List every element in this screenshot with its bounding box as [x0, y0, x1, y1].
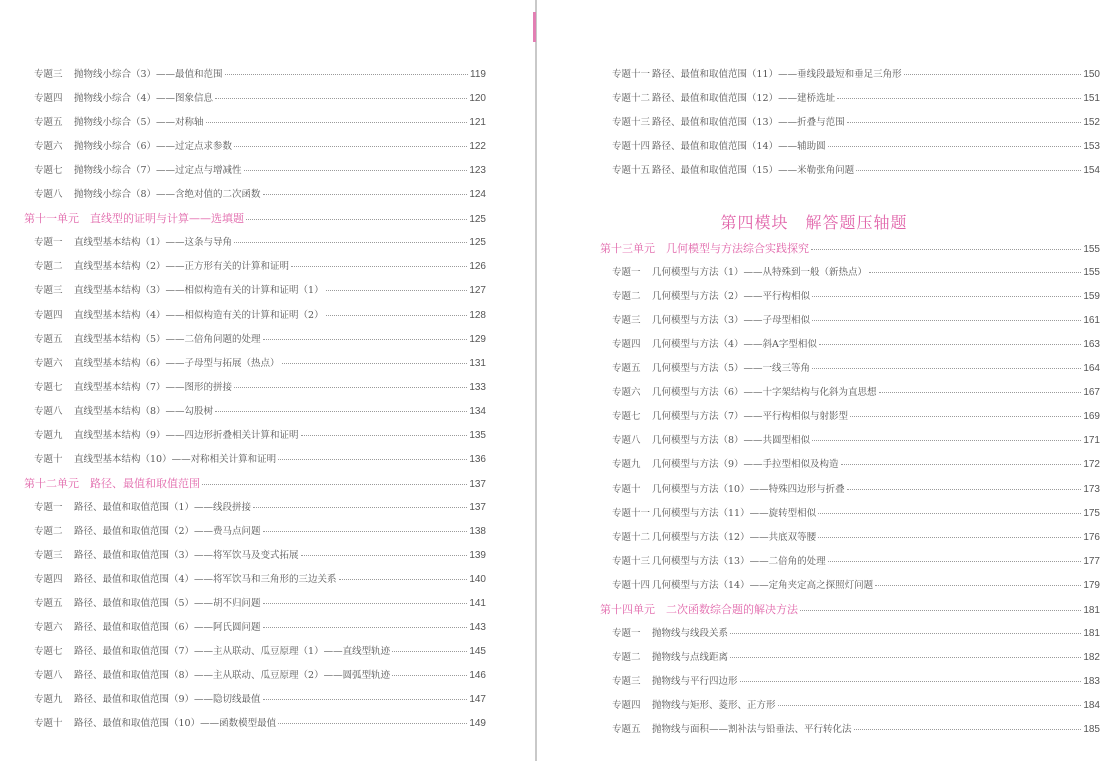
page-number: 149 — [469, 718, 486, 730]
topic-title: 路径、最值和取值范围（1）——线段拼接 — [74, 501, 252, 513]
right-page — [537, 0, 1100, 761]
toc-entry[interactable] — [612, 90, 1100, 104]
topic-code: 专题十 — [34, 453, 63, 465]
topic-code: 专题三 — [34, 69, 63, 80]
page-number: 179 — [1083, 579, 1100, 591]
dot-leader — [841, 464, 1082, 465]
dot-leader — [246, 219, 467, 220]
toc-entry[interactable] — [612, 697, 1100, 711]
page-number: 159 — [1083, 291, 1100, 303]
page-number: 169 — [1083, 411, 1100, 423]
dot-leader — [202, 484, 467, 485]
topic-code: 专题十四 — [612, 579, 651, 591]
dot-leader — [206, 122, 468, 123]
toc-entry[interactable] — [34, 90, 486, 104]
page-number: 137 — [469, 478, 486, 490]
topic-code: 专题八 — [612, 435, 641, 447]
page-number: 122 — [469, 141, 486, 153]
topic-title: 抛物线与线段关系 — [652, 627, 729, 639]
toc-entry[interactable] — [612, 721, 1100, 735]
dot-leader — [812, 320, 1081, 321]
toc-entry[interactable] — [612, 360, 1100, 374]
spine-marker — [533, 12, 536, 42]
page-number: 133 — [469, 381, 486, 393]
toc-entry[interactable] — [34, 547, 486, 561]
toc-unit-heading[interactable] — [600, 240, 1100, 256]
page-number: 138 — [469, 525, 486, 537]
toc-entry[interactable] — [612, 577, 1100, 591]
topic-code: 专题五 — [612, 724, 641, 735]
toc-entry[interactable] — [612, 288, 1100, 302]
dot-leader — [812, 296, 1081, 297]
page-number: 150 — [1083, 69, 1100, 80]
toc-entry[interactable] — [612, 312, 1100, 326]
left-page — [0, 0, 535, 761]
toc-entry[interactable] — [612, 432, 1100, 446]
topic-code: 专题七 — [34, 646, 63, 658]
toc-entry[interactable] — [612, 625, 1100, 639]
toc-unit-heading[interactable] — [600, 601, 1100, 617]
page-number: 125 — [469, 214, 486, 226]
page-number: 147 — [469, 694, 486, 706]
page-number: 163 — [1083, 339, 1100, 351]
toc-entry[interactable] — [612, 264, 1100, 278]
dot-leader — [291, 266, 467, 267]
topic-code: 专题三 — [34, 550, 63, 561]
toc-entry[interactable] — [34, 691, 486, 705]
topic-title: 路径、最值和取值范围（4）——将军饮马和三角形的三边关系 — [74, 574, 337, 586]
toc-entry[interactable] — [34, 451, 486, 465]
topic-title: 路径、最值和取值范围（14）——辅助圆 — [652, 141, 826, 153]
unit-title: 第十二单元 路径、最值和取值范围 — [24, 476, 200, 490]
page-number: 176 — [1083, 531, 1100, 543]
topic-title: 抛物线小综合（6）——过定点求参数 — [74, 141, 233, 153]
topic-code: 专题四 — [34, 574, 63, 586]
page-number: 131 — [469, 357, 486, 369]
topic-title: 路径、最值和取值范围（7）——主从联动、瓜豆原理（1）——直线型轨迹 — [74, 646, 391, 658]
dot-leader — [812, 368, 1081, 369]
page-number: 167 — [1083, 387, 1100, 399]
topic-title: 直线型基本结构（9）——四边形折叠相关计算和证明 — [74, 429, 299, 441]
page-number: 123 — [469, 165, 486, 177]
dot-leader — [847, 122, 1082, 123]
topic-title: 直线型基本结构（8）——勾股树 — [74, 405, 214, 417]
topic-code: 专题十一 — [612, 507, 651, 519]
page-number: 171 — [1083, 435, 1100, 447]
topic-code: 专题一 — [34, 501, 63, 513]
dot-leader — [301, 555, 468, 556]
page-number: 153 — [1083, 141, 1100, 153]
topic-title: 路径、最值和取值范围（13）——折叠与范围 — [652, 117, 845, 129]
topic-title: 路径、最值和取值范围（15）——米勒张角问题 — [652, 165, 855, 177]
page-number: 155 — [1083, 244, 1100, 255]
dot-leader — [326, 315, 468, 316]
dot-leader — [339, 579, 468, 580]
toc-entry[interactable] — [34, 427, 486, 441]
page-number: 145 — [469, 646, 486, 658]
dot-leader — [879, 392, 1082, 393]
toc-entry[interactable] — [34, 403, 486, 417]
topic-title: 抛物线与面积——割补法与铅垂法、平行转化法 — [652, 724, 852, 735]
toc-entry[interactable] — [612, 114, 1100, 128]
page-number: 154 — [1083, 165, 1100, 177]
toc-entry[interactable] — [34, 499, 486, 513]
topic-code: 专题六 — [612, 387, 641, 399]
topic-code: 专题四 — [612, 699, 641, 711]
topic-code: 专题九 — [612, 459, 641, 471]
page-number: 182 — [1083, 651, 1100, 663]
toc-entry[interactable] — [34, 186, 486, 200]
toc-entry[interactable] — [34, 667, 486, 681]
dot-leader — [263, 603, 468, 604]
page-number: 124 — [469, 189, 486, 201]
toc-entry[interactable] — [34, 595, 486, 609]
dot-leader — [800, 610, 1081, 611]
dot-leader — [812, 440, 1081, 441]
topic-code: 专题十三 — [612, 117, 651, 129]
page-number: 185 — [1083, 724, 1100, 735]
dot-leader — [301, 435, 468, 436]
topic-code: 专题四 — [612, 339, 641, 351]
dot-leader — [828, 561, 1082, 562]
dot-leader — [215, 98, 467, 99]
dot-leader — [778, 705, 1082, 706]
toc-entry[interactable] — [34, 355, 486, 369]
page-number: 125 — [469, 237, 486, 249]
dot-leader — [263, 339, 468, 340]
dot-leader — [234, 242, 467, 243]
toc-entry[interactable] — [612, 336, 1100, 350]
page-number: 141 — [469, 598, 486, 610]
topic-title: 直线型基本结构（3）——相似构造有关的计算和证明（1） — [74, 285, 324, 297]
page-number: 181 — [1083, 604, 1100, 616]
topic-code: 专题十 — [34, 718, 63, 730]
topic-code: 专题二 — [612, 291, 641, 303]
topic-code: 专题六 — [34, 622, 63, 634]
dot-leader — [828, 146, 1082, 147]
page-number: 152 — [1083, 117, 1100, 129]
topic-code: 专题三 — [612, 315, 641, 327]
dot-leader — [225, 74, 469, 75]
dot-leader — [730, 633, 1081, 634]
dot-leader — [818, 537, 1081, 538]
topic-code: 专题六 — [34, 357, 63, 369]
dot-leader — [215, 411, 467, 412]
topic-code: 专题七 — [612, 411, 641, 423]
topic-code: 专题三 — [612, 675, 641, 687]
dot-leader — [282, 363, 468, 364]
page-number: 127 — [469, 285, 486, 297]
dot-leader — [740, 681, 1082, 682]
topic-title: 路径、最值和取值范围（10）——函数模型最值 — [74, 718, 277, 730]
toc-entry[interactable] — [34, 331, 486, 345]
topic-code: 专题十四 — [612, 141, 651, 153]
dot-leader — [278, 723, 467, 724]
topic-title: 直线型基本结构（2）——正方形有关的计算和证明 — [74, 261, 290, 273]
module-title: 第四模块 解答题压轴题 — [720, 213, 908, 232]
topic-title: 路径、最值和取值范围（5）——胡不归问题 — [74, 598, 261, 610]
dot-leader — [234, 146, 467, 147]
toc-entry[interactable] — [612, 553, 1100, 567]
topic-title: 直线型基本结构（1）——这条与导角 — [74, 237, 233, 249]
topic-code: 专题七 — [34, 165, 63, 177]
dot-leader — [869, 272, 1081, 273]
page-number: 136 — [469, 453, 486, 465]
topic-title: 几何模型与方法（13）——二倍角的处理 — [652, 555, 826, 567]
page-number: 126 — [469, 261, 486, 273]
topic-code: 专题十二 — [612, 531, 651, 543]
topic-title: 抛物线小综合（4）——图象信息 — [74, 93, 214, 105]
topic-code: 专题十一 — [612, 69, 651, 80]
dot-leader — [875, 585, 1081, 586]
page-number: 135 — [469, 429, 486, 441]
topic-title: 直线型基本结构（6）——子母型与拓展（热点） — [74, 357, 280, 369]
dot-leader — [253, 507, 467, 508]
unit-title: 第十三单元 几何模型与方法综合实践探究 — [600, 242, 809, 255]
topic-title: 直线型基本结构（10）——对称相关计算和证明 — [74, 453, 277, 465]
dot-leader — [234, 387, 467, 388]
topic-title: 路径、最值和取值范围（2）——费马点问题 — [74, 525, 261, 537]
page-number: 129 — [469, 333, 486, 345]
toc-entry[interactable] — [612, 408, 1100, 422]
topic-code: 专题九 — [34, 694, 63, 706]
topic-code: 专题九 — [34, 429, 63, 441]
topic-code: 专题五 — [34, 598, 63, 610]
dot-leader — [904, 74, 1082, 75]
toc-entry[interactable] — [612, 138, 1100, 152]
dot-leader — [837, 98, 1081, 99]
topic-code: 专题十五 — [612, 165, 651, 177]
dot-leader — [818, 513, 1081, 514]
toc-entry[interactable] — [34, 571, 486, 585]
dot-leader — [392, 675, 467, 676]
topic-title: 路径、最值和取值范围（11）——垂线段最短和垂足三角形 — [652, 69, 902, 80]
dot-leader — [263, 627, 468, 628]
dot-leader — [856, 170, 1081, 171]
dot-leader — [819, 344, 1081, 345]
toc-unit-heading[interactable] — [24, 475, 486, 491]
toc-entry[interactable] — [612, 649, 1100, 663]
page-number: 146 — [469, 670, 486, 682]
dot-leader — [263, 531, 468, 532]
toc-entry[interactable] — [612, 481, 1100, 495]
topic-code: 专题八 — [34, 189, 63, 201]
topic-code: 专题三 — [34, 285, 63, 297]
topic-title: 路径、最值和取值范围（3）——将军饮马及变式拓展 — [74, 550, 299, 561]
topic-title: 抛物线小综合（3）——最值和范围 — [74, 69, 223, 80]
toc-entry[interactable] — [612, 505, 1100, 519]
page-number: 175 — [1083, 507, 1100, 519]
topic-title: 几何模型与方法（6）——十字架结构与化斜为直思想 — [652, 387, 877, 399]
topic-title: 路径、最值和取值范围（6）——阿氏圆问题 — [74, 622, 261, 634]
topic-title: 几何模型与方法（11）——旋转型相似 — [652, 507, 817, 519]
toc-entry[interactable] — [612, 529, 1100, 543]
toc-entry[interactable] — [34, 643, 486, 657]
topic-title: 几何模型与方法（4）——斜A字型相似 — [652, 339, 817, 351]
topic-code: 专题二 — [34, 261, 63, 273]
toc-entry[interactable] — [34, 715, 486, 729]
toc-entry[interactable] — [612, 673, 1100, 687]
topic-code: 专题一 — [612, 267, 641, 279]
unit-title: 第十四单元 二次函数综合题的解决方法 — [600, 602, 798, 616]
toc-entry[interactable] — [34, 258, 486, 272]
topic-title: 路径、最值和取值范围（12）——建桥选址 — [652, 93, 836, 105]
topic-title: 路径、最值和取值范围（8）——主从联动、瓜豆原理（2）——圆弧型轨迹 — [74, 670, 391, 682]
topic-title: 几何模型与方法（9）——手拉型相似及构造 — [652, 459, 839, 471]
toc-entry[interactable] — [34, 523, 486, 537]
toc-entry[interactable] — [34, 162, 486, 176]
toc-entry[interactable] — [34, 307, 486, 321]
topic-code: 专题一 — [612, 627, 641, 639]
toc-entry[interactable] — [34, 234, 486, 248]
topic-code: 专题十三 — [612, 555, 651, 567]
page-number: 139 — [469, 550, 486, 561]
topic-title: 抛物线与矩形、菱形、正方形 — [652, 699, 776, 711]
topic-code: 专题八 — [34, 670, 63, 682]
toc-entry[interactable] — [612, 456, 1100, 470]
toc-entry[interactable] — [34, 138, 486, 152]
topic-title: 几何模型与方法（14）——定角夹定高之探照灯问题 — [652, 579, 874, 591]
page-number: 137 — [469, 501, 486, 513]
topic-title: 抛物线小综合（8）——含绝对值的二次函数 — [74, 189, 261, 201]
topic-title: 直线型基本结构（4）——相似构造有关的计算和证明（2） — [74, 309, 324, 321]
topic-code: 专题五 — [34, 117, 63, 129]
page-number: 184 — [1083, 699, 1100, 711]
toc-entry[interactable] — [612, 162, 1100, 176]
topic-code: 专题七 — [34, 381, 63, 393]
dot-leader — [730, 657, 1081, 658]
topic-code: 专题二 — [34, 525, 63, 537]
topic-code: 专题四 — [34, 93, 63, 105]
dot-leader — [326, 290, 468, 291]
topic-title: 抛物线小综合（7）——过定点与增减性 — [74, 165, 242, 177]
topic-title: 几何模型与方法（8）——共圆型相似 — [652, 435, 811, 447]
dot-leader — [811, 249, 1081, 250]
page-number: 119 — [470, 69, 486, 80]
page-number: 140 — [469, 574, 486, 586]
toc-entry[interactable] — [612, 66, 1100, 80]
dot-leader — [392, 651, 467, 652]
page-number: 172 — [1083, 459, 1100, 471]
page-number: 151 — [1083, 93, 1100, 105]
topic-code: 专题四 — [34, 309, 63, 321]
toc-entry[interactable] — [34, 379, 486, 393]
dot-leader — [850, 416, 1081, 417]
topic-code: 专题十 — [612, 483, 641, 495]
page-number: 177 — [1083, 555, 1100, 567]
toc-entry[interactable] — [34, 619, 486, 633]
topic-code: 专题六 — [34, 141, 63, 153]
topic-title: 抛物线与平行四边形 — [652, 675, 738, 687]
dot-leader — [278, 459, 467, 460]
topic-code: 专题五 — [34, 333, 63, 345]
dot-leader — [263, 699, 468, 700]
page-number: 181 — [1083, 627, 1100, 639]
topic-title: 直线型基本结构（5）——二倍角问题的处理 — [74, 333, 261, 345]
topic-title: 几何模型与方法（7）——平行构相似与射影型 — [652, 411, 849, 423]
dot-leader — [847, 489, 1082, 490]
topic-title: 直线型基本结构（7）——图形的拼接 — [74, 381, 233, 393]
topic-code: 专题十二 — [612, 93, 651, 105]
toc-unit-heading[interactable] — [24, 210, 486, 226]
topic-code: 专题一 — [34, 237, 63, 249]
dot-leader — [244, 170, 468, 171]
dot-leader — [854, 729, 1082, 730]
dot-leader — [263, 194, 468, 195]
topic-title: 几何模型与方法（2）——平行构相似 — [652, 291, 811, 303]
page-number: 134 — [469, 405, 486, 417]
topic-title: 几何模型与方法（5）——一线三等角 — [652, 363, 811, 375]
topic-title: 几何模型与方法（12）——共底双等腰 — [652, 531, 817, 543]
topic-code: 专题八 — [34, 405, 63, 417]
page-number: 161 — [1083, 315, 1100, 327]
toc-entry[interactable] — [34, 282, 486, 296]
page-number: 183 — [1083, 675, 1100, 687]
toc-entry[interactable] — [612, 384, 1100, 398]
page-number: 164 — [1083, 363, 1100, 375]
toc-entry[interactable] — [34, 114, 486, 128]
unit-title: 第十一单元 直线型的证明与计算——选填题 — [24, 212, 244, 226]
page-number: 121 — [469, 117, 486, 129]
topic-title: 抛物线与点线距离 — [652, 651, 729, 663]
page-number: 173 — [1083, 483, 1100, 495]
topic-code: 专题二 — [612, 651, 641, 663]
topic-title: 抛物线小综合（5）——对称轴 — [74, 117, 204, 129]
topic-title: 几何模型与方法（1）——从特殊到一般（新热点） — [652, 267, 868, 279]
page-number: 155 — [1083, 267, 1100, 279]
toc-entry[interactable] — [34, 66, 486, 80]
page-number: 143 — [469, 622, 486, 634]
topic-title: 几何模型与方法（10）——特殊四边形与折叠 — [652, 483, 845, 495]
topic-code: 专题五 — [612, 363, 641, 375]
page-number: 120 — [469, 93, 486, 105]
page-number: 128 — [469, 309, 486, 321]
topic-title: 路径、最值和取值范围（9）——隐切线最值 — [74, 694, 261, 706]
topic-title: 几何模型与方法（3）——子母型相似 — [652, 315, 811, 327]
